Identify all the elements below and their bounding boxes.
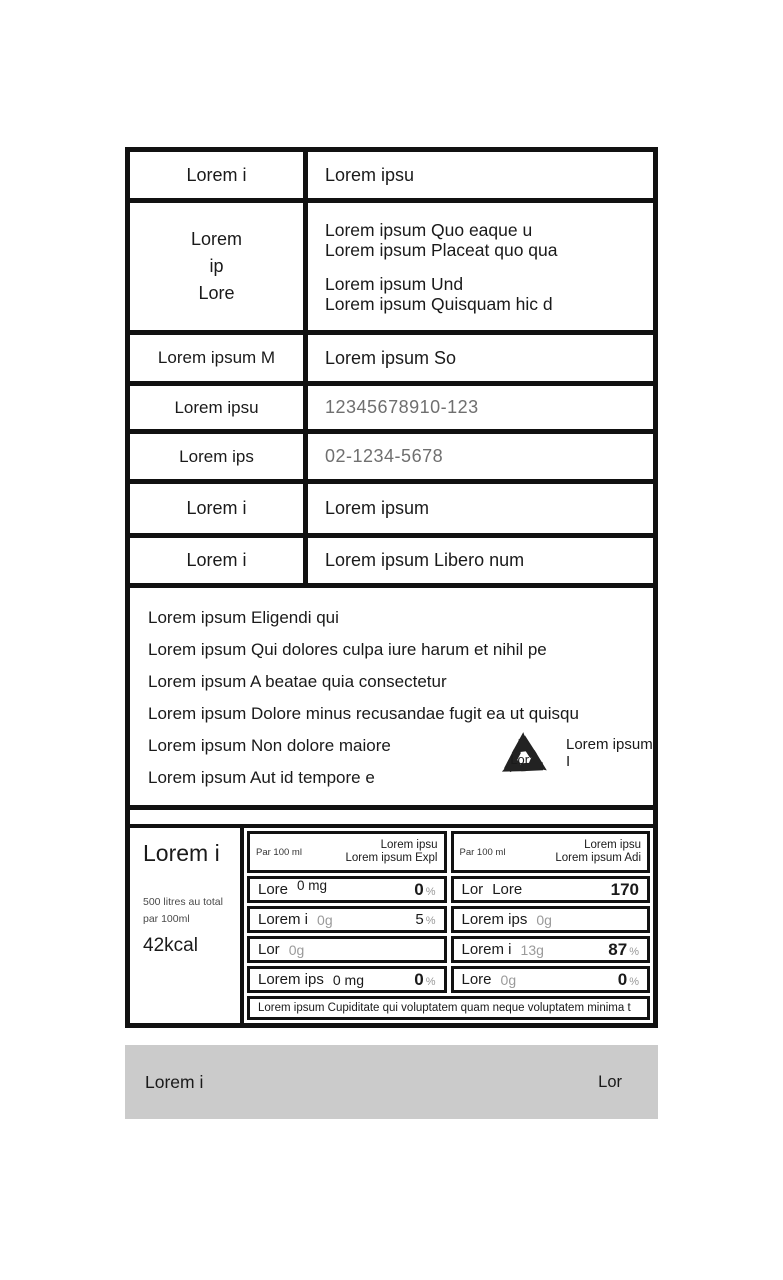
paragraph-line: Lorem ipsum Und <box>325 273 464 294</box>
serving-line: par 100ml <box>143 913 190 925</box>
per-unit-label: Par 100 ml <box>459 846 506 858</box>
nutrient-dv: 87 <box>608 939 628 959</box>
nutrient-label: Lor <box>461 881 484 898</box>
info-row-2-paragraph-1 <box>325 220 653 260</box>
nutrition-col1-header <box>247 831 447 873</box>
nutrient-dv: 170 <box>610 879 639 899</box>
paragraph-line: Lorem ipsum Quo eaque u <box>325 219 533 240</box>
nutrient-label: Lorem i <box>258 911 309 928</box>
product-info-sheet <box>125 147 658 1028</box>
note-line: Lorem ipsum Eligendi qui <box>148 608 339 627</box>
col1-header-text <box>345 839 437 866</box>
nutrient-row <box>451 936 651 963</box>
info-row-5-value: 02-1234-5678 <box>325 446 444 466</box>
energy-value: 42kcal <box>143 935 198 956</box>
nutrient-dv: 0 <box>617 969 628 989</box>
serving-line: 500 litres au total <box>143 896 223 908</box>
info-row-4-label: Lorem ipsu <box>130 386 308 429</box>
col2-header-text <box>555 839 641 866</box>
info-row-2-label-line3: Lore <box>198 283 235 303</box>
paragraph-line: Lorem ipsum Placeat quo qua <box>325 239 558 260</box>
recycle-label: Lorem ipsum I <box>566 736 653 770</box>
footer-right-label: Lor <box>598 1072 622 1091</box>
nutrient-dv: 5 <box>415 911 424 928</box>
nutrient-row <box>247 966 447 993</box>
nutrient-dv-unit: % <box>425 975 436 988</box>
nutrient-label: Lore <box>461 971 492 988</box>
serving-info <box>143 894 230 928</box>
info-row-2-paragraph-2 <box>325 274 653 314</box>
nutrient-dv: 0 <box>414 969 424 989</box>
nutrient-label: Lor <box>258 941 280 958</box>
nutrient-amount: 0 mg <box>297 878 328 893</box>
nutrient-row <box>247 906 447 933</box>
info-row-2-label-line2: ip <box>209 256 224 276</box>
nutrition-section <box>130 824 653 1023</box>
recycle-inner-text: Lor <box>510 751 530 767</box>
info-row-7 <box>130 538 653 588</box>
info-row-5 <box>130 434 653 484</box>
info-row-2-value <box>308 203 653 330</box>
info-row-3 <box>130 335 653 386</box>
nutrient-row <box>451 906 651 933</box>
info-row-4 <box>130 386 653 434</box>
nutrient-amount: 0g <box>317 911 333 928</box>
nutrient-amount: 0g <box>536 911 552 928</box>
nutrient-row <box>451 966 651 993</box>
per-unit-label: Par 100 ml <box>256 846 302 858</box>
note-line: Lorem ipsum Qui dolores culpa iure harum et nihil pe <box>148 640 547 659</box>
nutrient-label: Lorem i <box>461 941 512 958</box>
info-row-2-label-line1: Lorem <box>190 229 243 249</box>
nutrition-footnote: Lorem ipsum Cupiditate qui voluptatem quam neque voluptatem minima t <box>247 996 650 1020</box>
info-row-6-value: Lorem ipsum <box>325 498 430 518</box>
nutrient-row <box>247 936 447 963</box>
nutrient-amount: 0g <box>500 971 517 988</box>
info-row-4-value: 12345678910-123 <box>325 397 479 417</box>
info-row-5-label: Lorem ips <box>130 434 308 479</box>
note-line: Lorem ipsum Non dolore maiore <box>148 736 391 755</box>
nutrient-amount: 0 mg <box>332 971 364 988</box>
nutrient-row <box>451 876 651 903</box>
footer-left-label: Lorem i <box>145 1071 204 1092</box>
nutrient-amount: Lore <box>492 881 523 898</box>
nutrition-summary <box>130 828 244 1023</box>
nutrition-column-2 <box>451 831 651 993</box>
info-row-1 <box>130 152 653 203</box>
nutrient-dv-unit: % <box>425 915 436 927</box>
header-line: Lorem ipsu <box>584 838 641 851</box>
nutrient-dv-unit: % <box>629 945 639 958</box>
nutrient-dv-unit: % <box>629 975 639 988</box>
recycle-icon <box>488 716 560 790</box>
spacer-band <box>130 810 653 824</box>
nutrient-label: Lorem ips <box>461 911 528 928</box>
nutrient-dv: 0 <box>414 879 424 899</box>
info-row-2-label <box>130 203 308 330</box>
note-line: Lorem ipsum A beatae quia consectetur <box>148 672 447 691</box>
nutrient-amount: 0g <box>288 941 305 958</box>
header-line: Lorem ipsu <box>380 838 438 851</box>
info-row-1-value: Lorem ipsu <box>325 164 415 185</box>
info-row-6 <box>130 484 653 538</box>
nutrition-column-1 <box>247 831 447 993</box>
info-row-1-label: Lorem i <box>130 152 308 198</box>
nutrition-tables <box>244 828 653 1023</box>
nutrient-label: Lorem ips <box>258 971 324 988</box>
nutrient-row <box>247 876 447 903</box>
header-line: Lorem ipsum Expl <box>345 852 438 864</box>
notes-section <box>130 588 653 810</box>
nutrition-title: Lorem i <box>143 840 220 866</box>
header-line: Lorem ipsum Adi <box>555 852 641 864</box>
nutrient-label: Lore <box>258 881 289 898</box>
note-line: Lorem ipsum Aut id tempore e <box>148 768 375 787</box>
footer-accordion-button[interactable] <box>125 1045 658 1119</box>
nutrition-col2-header <box>451 831 651 873</box>
nutrient-amount: 13g <box>520 941 544 958</box>
info-row-2 <box>130 203 653 335</box>
paragraph-line: Lorem ipsum Quisquam hic d <box>325 293 553 314</box>
info-row-6-label: Lorem i <box>130 484 308 533</box>
note-line: Lorem ipsum Dolore minus recusandae fugit ea ut quisqu <box>148 704 579 723</box>
info-row-3-value: Lorem ipsum So <box>325 347 457 368</box>
nutrient-dv-unit: % <box>425 885 436 898</box>
info-row-7-label: Lorem i <box>130 538 308 583</box>
info-row-3-label: Lorem ipsum M <box>130 335 308 381</box>
info-row-7-value: Lorem ipsum Libero num <box>325 550 525 570</box>
